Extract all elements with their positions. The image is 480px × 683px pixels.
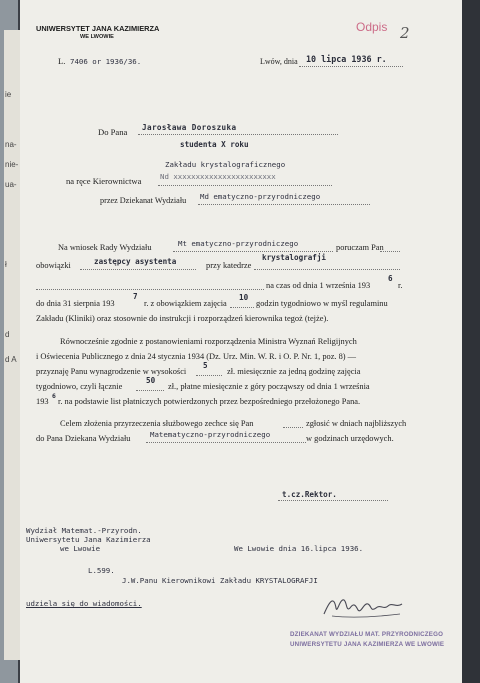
scanner-edge-right: [462, 0, 480, 683]
p3-line1a: Celem złożenia przyrzeczenia służbowego zechce się Pan: [60, 419, 254, 428]
document-page: [20, 0, 462, 683]
p2-year: 6: [52, 392, 56, 400]
p1-hours: 10: [239, 293, 249, 302]
letter-date: 10 lipca 1936 r.: [306, 54, 387, 64]
reference-prefix: L.: [58, 56, 66, 66]
page-number-handwritten: 2: [400, 24, 410, 42]
office-line2: Uniwersytetu Jana Kazimierza: [26, 535, 151, 544]
p2-line4b: zł., płatne miesięcznie z góry począwszy od dnia 1 września: [168, 382, 370, 391]
adjacent-page-fragment: ua-: [5, 180, 17, 189]
p2-line3a: przyznaję Panu wynagrodzenie w wysokości: [36, 367, 187, 376]
faculty-name: Md ematyczno-przyrodniczego: [200, 192, 321, 201]
office-line1: Wydział Matemat.-Przyrodn.: [26, 526, 142, 535]
adjacent-page-fragment: d: [5, 330, 10, 339]
p1-hours-label: r. z obowiązkiem zajęcia: [144, 299, 227, 308]
adjacent-page-fragment: ie: [5, 90, 12, 99]
p1-faculty: Mt ematyczno-przyrodniczego: [178, 239, 299, 248]
adjacent-page-fragment: nie-: [5, 160, 19, 169]
to-label: Do Pana: [98, 127, 128, 137]
adjacent-page-fragment: ł: [5, 260, 7, 269]
p1-assign: poruczam Pan: [336, 243, 384, 252]
adjacent-page-fragment: na-: [5, 140, 17, 149]
adjacent-page-edge: [4, 30, 20, 660]
p3-line1b: zgłosić w dniach najbliższych: [306, 419, 407, 428]
p1-instructions: Zakładu (Kliniki) oraz stosownie do instrukcji i rozporządzeń kierownika tegoż (tejże).: [36, 314, 329, 323]
rector-signoff: t.cz.Rektor.: [282, 490, 337, 499]
p1-chair: krystalografji: [262, 253, 327, 262]
odpis-stamp: Odpis: [356, 20, 388, 34]
footer-place-date: We Lwowie dnia 16.lipca 1936.: [234, 544, 364, 553]
footer-recipient: J.W.Panu Kierownikowi Zakładu KRYSTALOGRAFJI: [122, 576, 318, 585]
p2-rate: 5: [203, 361, 208, 370]
department-name: Zakładu krystalograficznego: [165, 160, 286, 169]
p1-position: zastępcy asystenta: [94, 257, 177, 266]
addressee-name: Jarosława Doroszuka: [142, 123, 237, 132]
p1-period-start: na czas od dnia 1 września 193: [266, 281, 371, 290]
via-label: na ręce Kierownictwa: [66, 176, 142, 186]
p1-intro: Na wniosek Rady Wydziału: [58, 243, 152, 252]
p1-year1: 6: [388, 274, 393, 283]
struck-text: Nd xxxxxxxxxxxxxxxxxxxxxxx: [160, 172, 276, 181]
p2-line4a: tygodniowo, czyli łącznie: [36, 382, 123, 391]
p1-weekly: godzin tygodniowo w myśl regulaminu: [256, 299, 388, 308]
p1-duties-label: obowiązki: [36, 261, 71, 270]
p2-line2: i Oświecenia Publicznego z dnia 24 stycznia 1934 (Dz. Urz. Min. W. R. i O. P. Nr. 1, poz. 8) —: [36, 352, 357, 361]
reference-number: 7406 or 1936/36.: [70, 57, 142, 66]
p1-year2: 7: [133, 292, 138, 301]
letterhead-university: UNIWERSYTET JANA KAZIMIERZA: [36, 24, 160, 33]
footer-note: udziela się do wiadomości.: [26, 599, 142, 608]
p3-line2a: do Pana Dziekana Wydziału: [36, 434, 131, 443]
p2-line5b: r. na podstawie list płatniczych potwierdzonych przez bezpośredniego przełożonego Pana.: [58, 397, 361, 406]
place-label: Lwów, dnia: [260, 57, 298, 66]
p1-chair-label: przy katedrze: [206, 261, 252, 270]
p3-line2b: w godzinach urzędowych.: [306, 434, 394, 443]
addressee-status: studenta X roku: [180, 140, 249, 149]
p1-period-end: do dnia 31 sierpnia 193: [36, 299, 115, 308]
handwritten-signature: [320, 590, 410, 622]
p2-line3b: zł. miesięcznie za jedną godzinę zajęcia: [227, 367, 361, 376]
adjacent-page-fragment: d A: [5, 355, 17, 364]
p1-year1-suffix: r.: [398, 281, 403, 290]
letterhead-city: WE LWOWIE: [80, 34, 114, 40]
p2-total: 50: [146, 376, 156, 385]
faculty-stamp-line1: DZIEKANAT WYDZIAŁU MAT. PRZYRODNICZEGO: [290, 631, 444, 638]
p2-line1: Równocześnie zgodnie z postanowieniami rozporządzenia Ministra Wyznań Religijnych: [60, 337, 357, 346]
dean-label: przez Dziekanat Wydziału: [100, 196, 187, 205]
p3-faculty: Matematyczno-przyrodniczego: [150, 430, 271, 439]
office-line3: we Lwowie: [60, 544, 101, 553]
footer-ref-number: L.599.: [88, 566, 115, 575]
faculty-stamp-line2: UNIWERSYTETU JANA KAZIMIERZA WE LWOWIE: [290, 641, 445, 648]
p2-line5a: 193: [36, 397, 49, 406]
